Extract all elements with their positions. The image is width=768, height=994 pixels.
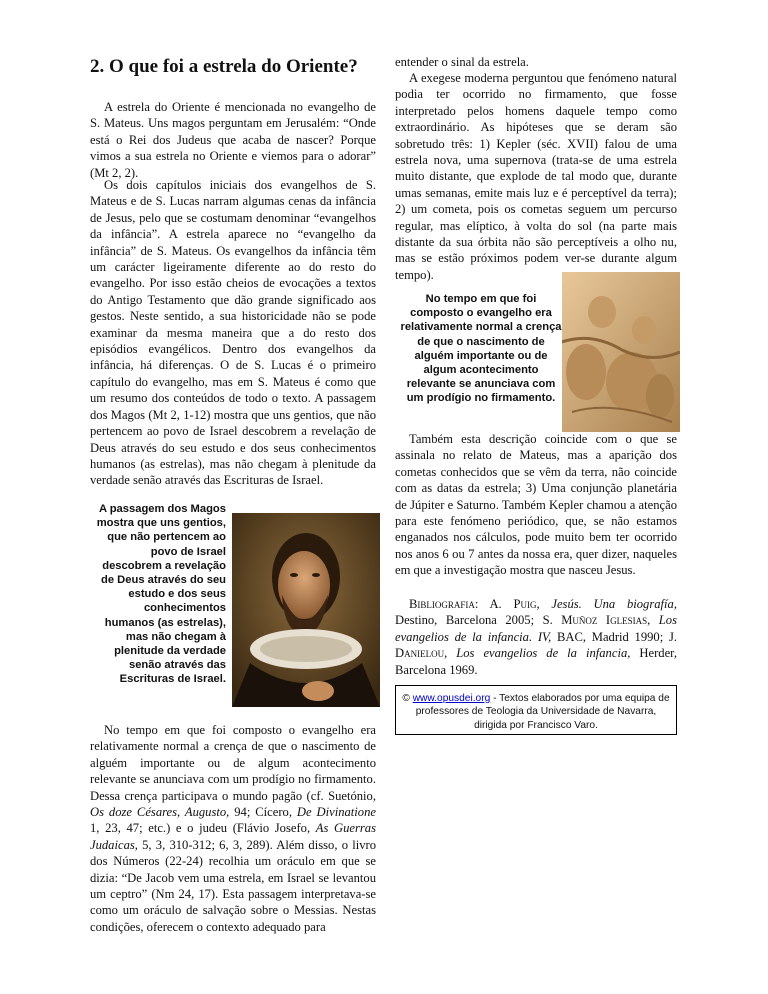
paragraph-exegesis: A exegese moderna perguntou que fenómeno natural podia ter ocorrido no firmamento, que fosse interpretado pelos homens daquele tempo como extraordinário. As hipóteses que se deram são sobretudo três: 1) Kepler (séc. XVII) falou de uma estrela nova, uma supernova (trata-se de uma estrela muito distante, que explode de tal modo que, durante umas semanas, emite mais luz e é perceptível da terra); 2) um cometa, pois os cometas seguem um percurso regular, mas elíptico, à volta do sol (na parte mais distante da sua órbita não são perceptíveis a olho nu, mas se estão próximos podem ver-se durante algum tempo). (395, 71, 677, 282)
pullquote-firmament: No tempo em que foi composto o evangelho era relativamente normal a crença de que o nascimento de alguém importante ou de algum acontecimento relevante se anunciava com um prodígio no firmamento. (400, 293, 562, 405)
text-run: : A. (474, 597, 514, 611)
page-title: 2. O que foi a estrela do Oriente? (90, 56, 358, 77)
bibliography-label: Bibliografia (409, 597, 475, 611)
title-run: As Guerras Judaicas, (90, 821, 376, 852)
text-run: , (536, 597, 552, 611)
book-title: Los evangelios de la infancia. IV, (395, 613, 677, 644)
copyright-symbol: © (402, 693, 410, 704)
pullquote-magos: A passagem dos Magos mostra que uns gentios, que não pertencem ao povo de Israel descobrem a revelação de Deus através do seu estudo e dos seus conhecimentos humanos (as estrelas), mas não chegam à plenitude da verdade senão através das Escrituras de Israel. (96, 503, 226, 686)
paragraph-belief (90, 722, 376, 935)
book-title: Jesús. Una biografía, (551, 597, 677, 611)
relief-image (562, 272, 680, 432)
text-run: BAC, Madrid 1990; J. (551, 629, 678, 644)
paragraph-continuation: entender o sinal da estrela. (395, 55, 529, 69)
title-run: Os doze Césares, Augusto, (90, 805, 230, 820)
text-run: Destino, Barcelona 2005; S. (395, 613, 562, 628)
paragraph-hypotheses: Também esta descrição coincide com o que se assinala no relato de Mateus, mas a aparição dos cometas conhecidos que se vêm da terra, não coincide com as datas da estrela; 3) Uma conjunção planetária de Júpiter e Saturno. Também Kepler chamou a atenção para este fenómeno periódico, que, se não estamos enganados nos cálculos, pode muito bem ter ocorrido nos anos 6 ou 7 antes da nossa era, quer dizer, naqueles em que a investigação mostra que nasceu Jesus. (395, 432, 677, 578)
text-run: , (647, 613, 659, 628)
paragraph-gospels-of-infancy: Os dois capítulos iniciais dos evangelhos de S. Mateus e de S. Lucas narram algumas cenas da infância de Jesus, pelo que se costumam denominar “evangelhos da infância”. A estrela aparece no “evangelho da infância” de S. Mateus. Os evangelhos da infância têm um carácter ligeiramente diferente ao do resto do evangelho. Por isso estão cheios de evocações a textos do Antigo Testamento que dão grande significado aos gestos. Neste sentido, a sua historicidade não se pode examinar da mesma maneira que a do resto dos episódios evangélicos. Dentro dos evangelhos da infância, há diferenças. O de S. Lucas é o primeiro capítulo do evangelho, mas em S. Mateus é como que um resumo dos conteúdos de todo o texto. A passagem dos Magos (Mt 2, 1-12) mostra que uns gentios, que não pertencem ao povo de Israel descobrem a revelação de Deus através do seu estudo e dos seus conhecimentos humanos (as estrelas), mas não chegam à plenitude da verdade senão através das Escrituras de Israel. (90, 178, 376, 488)
text-run: 5, 3, 310-312; 6, 3, 289). Além disso, o livro dos Números (22-24) recolhia um oráculo em que se dizia: “De Jacob vem uma estrela, em Israel se levantou um ceptro” (Nm 24, 17). Esta passagem interpretava-se como um oráculo de salvação sobre o Messias. Nestas condições, oferecem o contexto adequado para (90, 837, 376, 934)
paragraph-intro: A estrela do Oriente é mencionada no evangelho de S. Mateus. Uns magos perguntam em Jerusalém: “Onde está o Rei dos Judeus que acaba de nascer? Porque vimos a sua estrela no Oriente e viemos para o adorar” (Mt 2, 2). (90, 100, 376, 180)
portrait-image (232, 513, 380, 707)
title-run: De Divinatione (296, 805, 376, 820)
author-name: Danielou (395, 646, 445, 661)
author-name: Muñoz Iglesias (561, 613, 648, 628)
author-name: Puig (513, 597, 537, 611)
credit-text: - Textos elaborados por uma equipa de professores de Teologia da Universidade de Navarra, dirigida por Francisco Varo. (415, 693, 670, 731)
text-run: , (444, 646, 457, 661)
carved-relief-nativity-icon (562, 272, 680, 432)
credit-box (395, 685, 677, 735)
opusdei-link[interactable]: www.opusdei.org (412, 693, 491, 704)
bibliography (395, 596, 677, 678)
text-run: 94; Cícero, (229, 805, 297, 820)
text-run: Herder, Barcelona 1969. (395, 646, 678, 677)
portrait-of-kepler-icon (232, 513, 380, 707)
text-run: No tempo em que foi composto o evangelho era relativamente normal a crença de que o nascimento de alguém importante ou de algum acontecimento relevante se anunciava com um prodígio no firmamento. Dessa crença participava o mundo pagão (cf. Suetónio, (90, 723, 376, 803)
text-run: 1, 23, 47; etc.) e o judeu (Flávio Josefo, (90, 821, 316, 836)
book-title: Los evangelios de la infancia, (456, 646, 631, 661)
